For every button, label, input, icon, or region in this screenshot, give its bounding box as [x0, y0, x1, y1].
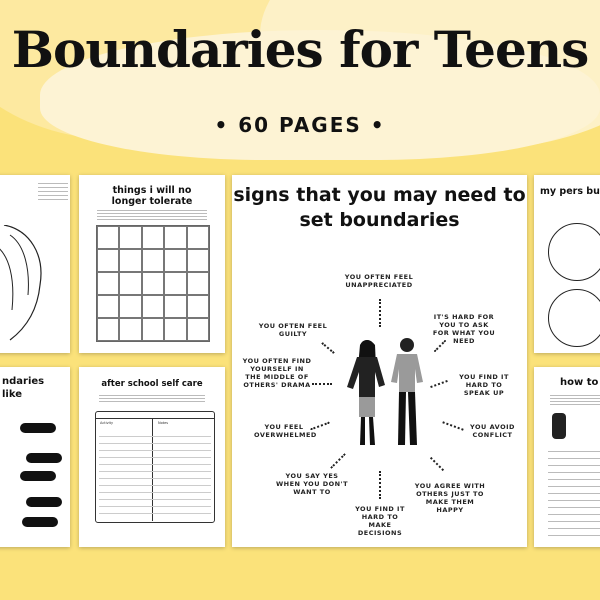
product-title: Boundaries for Teens: [11, 20, 589, 79]
page-title: signs that you may need to set boundaries: [233, 184, 526, 231]
dotted-connector: [379, 299, 381, 327]
speech-bubble: [26, 497, 62, 507]
page-how-to: [534, 367, 600, 547]
tolerate-grid: [96, 225, 210, 342]
page-count-subtitle: • 60 PAGES •: [214, 113, 386, 137]
sign-item: IT'S HARD FOR YOU TO ASK FOR WHAT YOU NEED: [432, 313, 496, 345]
sign-item: YOU OFTEN FEEL UNAPPRECIATED: [344, 273, 414, 289]
page-fine-print: [97, 210, 207, 220]
column-header: Notes: [158, 421, 169, 425]
page-fine-print: [38, 183, 68, 203]
column-header: Activity: [100, 421, 114, 425]
face-outline-icon: [0, 225, 70, 345]
page-face-drawing: [0, 175, 70, 353]
page-signs: [232, 175, 527, 547]
speech-bubble: [26, 453, 62, 463]
sign-item: YOU OFTEN FIND YOURSELF IN THE MIDDLE OF OTHERS' DRAMA: [242, 357, 312, 389]
table-lines: [99, 430, 211, 518]
dotted-connector: [442, 421, 463, 430]
page-title: after school self care: [101, 379, 203, 389]
speech-bubble: [20, 471, 56, 481]
sign-item: YOU AGREE WITH OTHERS JUST TO MAKE THEM HAPPY: [414, 482, 486, 514]
sign-item: YOU SAY YES WHEN YOU DON'T WANT TO: [275, 472, 349, 496]
dotted-connector: [430, 457, 444, 471]
stop-hand-icon: [552, 413, 566, 439]
speech-bubble: [22, 517, 58, 527]
page-title: things i will no longer tolerate: [111, 185, 193, 207]
boundary-circle: [548, 223, 600, 281]
sign-item: YOU FIND IT HARD TO MAKE DECISIONS: [355, 505, 405, 537]
page-fine-print: [548, 451, 600, 537]
sign-item: YOU FIND IT HARD TO SPEAK UP: [459, 373, 509, 397]
page-title: my pers bu: [540, 186, 600, 197]
page-fine-print: [550, 395, 600, 407]
window-titlebar: [96, 412, 214, 419]
page-boundaries-like: [0, 367, 70, 547]
self-care-table: [95, 411, 215, 523]
teen-figures-icon: [335, 337, 445, 452]
dotted-connector: [312, 383, 332, 385]
page-tolerate: [79, 175, 225, 353]
dotted-connector: [330, 453, 346, 469]
page-personal-boundaries: [534, 175, 600, 353]
speech-bubble: [20, 423, 56, 433]
sign-item: YOU OFTEN FEEL GUILTY: [258, 322, 328, 338]
page-title: how to: [560, 377, 599, 388]
boundary-circle: [548, 289, 600, 347]
page-self-care: [79, 367, 225, 547]
page-title: ndaries like: [2, 376, 45, 400]
dotted-connector: [321, 342, 335, 354]
page-fine-print: [99, 395, 205, 403]
dotted-connector: [379, 471, 381, 499]
sign-item: YOU FEEL OVERWHELMED: [254, 423, 317, 439]
sign-item: YOU AVOID CONFLICT: [470, 423, 515, 439]
